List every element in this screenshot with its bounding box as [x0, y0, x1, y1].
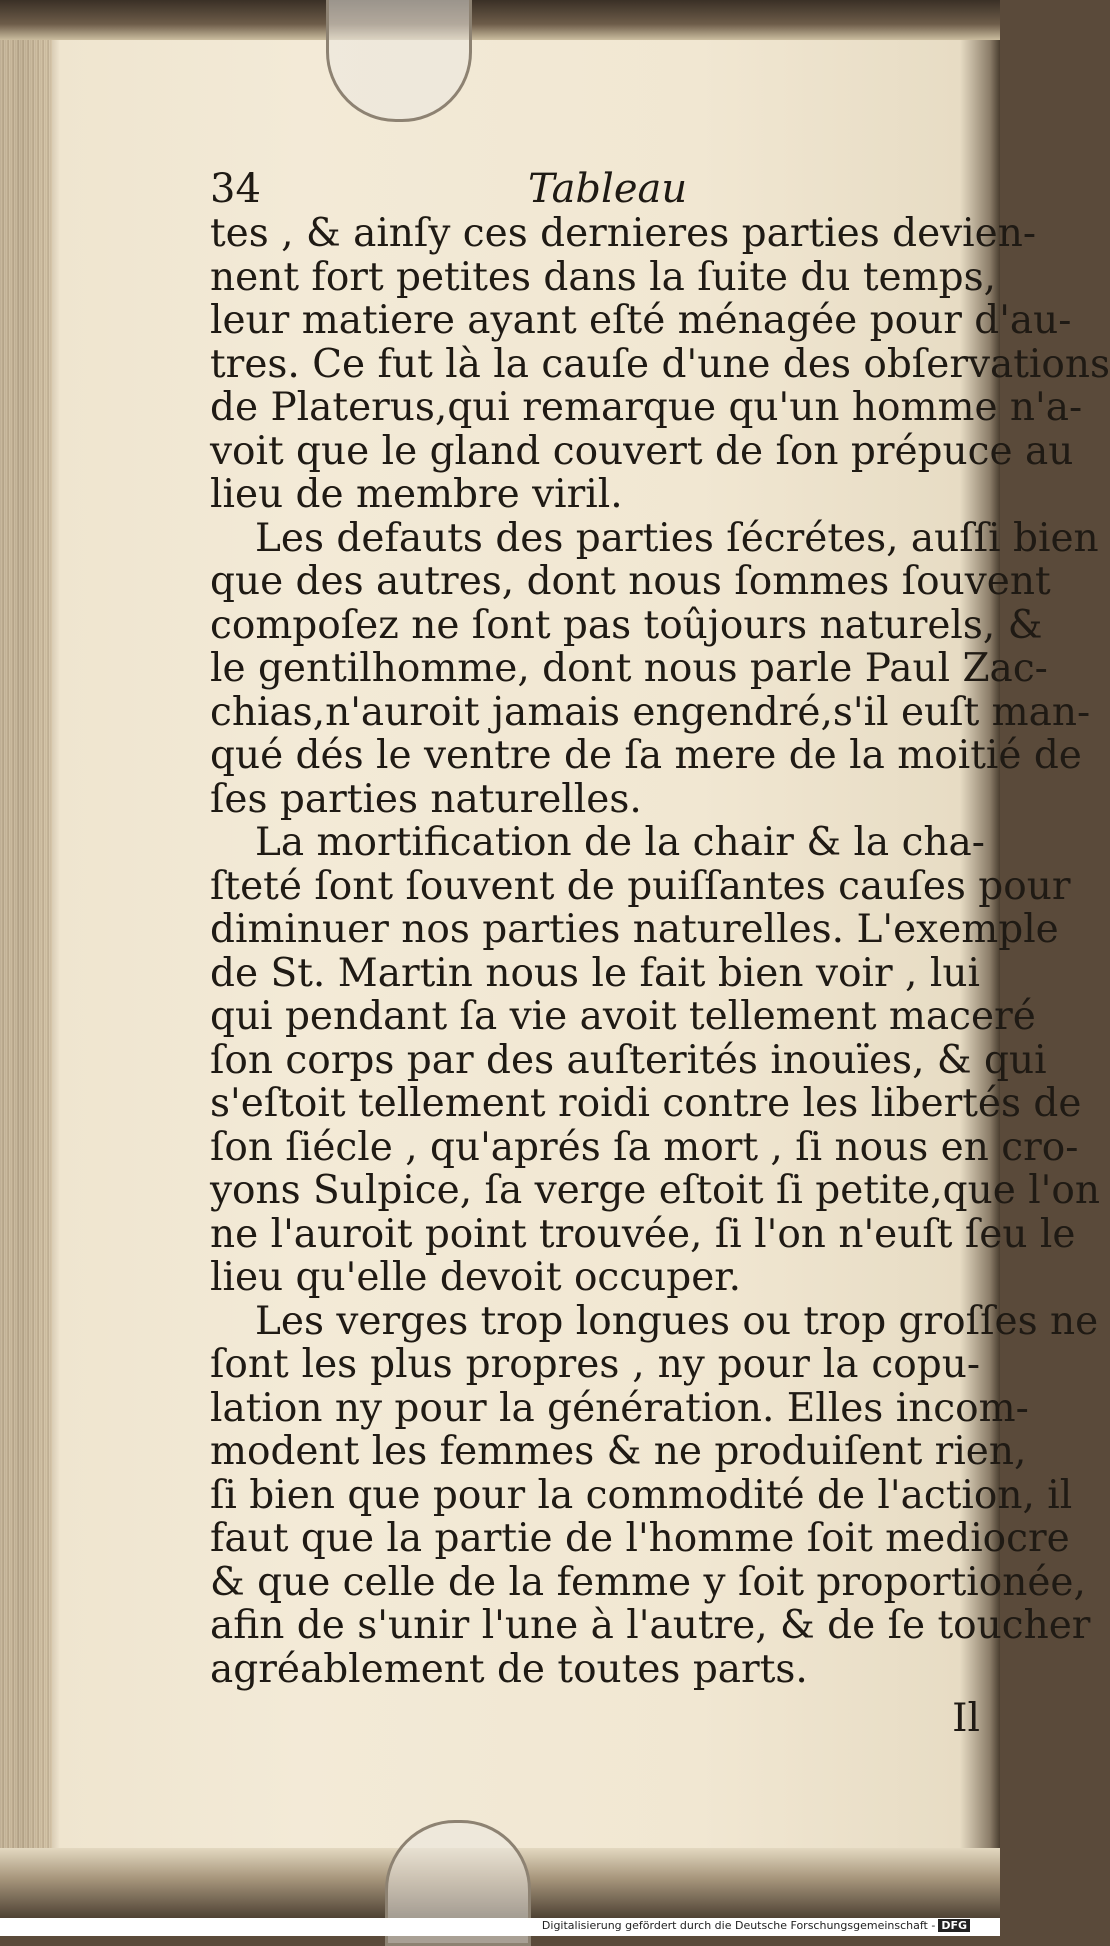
text-line: ſteté ſont ſouvent de puiſſantes cauſes pour — [210, 863, 1071, 909]
text-line: agréablement de toutes parts. — [210, 1646, 808, 1692]
text-line: lieu de membre viril. — [210, 472, 623, 517]
text-line: de St. Martin nous le fait bien voir , lui — [210, 950, 980, 996]
text-line: ne l'auroit point trouvée, ſi l'on n'euſt ſeu le — [210, 1211, 1076, 1257]
text-line: de Platerus,qui remarque qu'un homme n'a- — [210, 385, 1083, 430]
text-line: chias,n'auroit jamais engendré,s'il euſt man- — [210, 689, 1091, 735]
text-line: voit que le gland couvert de ſon prépuce au — [210, 428, 1074, 474]
text-line: leur matiere ayant eſté ménagée pour d'au- — [210, 298, 1072, 343]
text-line: modent les femmes & ne produiſent rien, — [210, 1429, 1027, 1474]
printed-page — [210, 166, 1110, 1741]
text-line: ſont les plus propres , ny pour la copu- — [210, 1342, 980, 1387]
text-line: yons Sulpice, ſa verge eſtoit ſi petite,que l'on — [210, 1168, 1100, 1213]
text-line: le gentilhomme, dont nous parle Paul Zac- — [210, 646, 1048, 691]
text-line: & que celle de la femme y ſoit proportionée, — [210, 1559, 1086, 1605]
text-line: Les verges trop longues ou trop groſſes ne — [255, 1298, 1099, 1344]
dfg-logo: DFG — [938, 1919, 970, 1932]
text-line: nent fort petites dans la ſuite du temps, — [210, 254, 996, 300]
page-header — [210, 168, 980, 212]
body-text — [210, 211, 1110, 1692]
text-line: ſon ſiécle , qu'aprés ſa mort , ſi nous en cro- — [210, 1124, 1079, 1170]
catchword: Il — [952, 1696, 980, 1741]
text-line: La mortification de la chair & la cha- — [255, 820, 985, 865]
text-line: que des autres, dont nous ſommes ſouvent — [210, 559, 1051, 604]
text-line: afin de s'unir l'une à l'autre, & de ſe toucher — [210, 1603, 1091, 1648]
text-line: faut que la partie de l'homme ſoit mediocre — [210, 1516, 1070, 1561]
text-line: ſes parties naturelles. — [210, 776, 642, 822]
page-edges — [0, 30, 52, 1860]
text-line: qui pendant ſa vie avoit tellement maceré — [210, 994, 1036, 1039]
page-number: 34 — [210, 166, 261, 212]
text-line: compoſez ne ſont pas toûjours naturels, & — [210, 602, 1043, 648]
text-line: diminuer nos parties naturelles. L'exemple — [210, 907, 1059, 952]
text-line: qué dés le ventre de ſa mere de la moitié de — [210, 733, 1082, 778]
text-line: tres. Ce fut là la cauſe d'une des obſervations — [210, 341, 1110, 387]
text-line: ſi bien que pour la commodité de l'action, il — [210, 1472, 1073, 1518]
footer-credit — [542, 1919, 970, 1932]
text-line: lation ny pour la génération. Elles incom- — [210, 1385, 1029, 1431]
text-line: ſon corps par des auſterités inouïes, & qui — [210, 1037, 1047, 1083]
book-top-edge — [0, 0, 1000, 40]
text-line: tes , & ainſy ces dernieres parties devien- — [210, 211, 1037, 256]
credit-text: Digitalisierung gefördert durch die Deutsche Forschungsgemeinschaft - — [541, 1919, 936, 1932]
text-line: s'eſtoit tellement roidi contre les libertés de — [210, 1081, 1082, 1126]
text-line: Les defauts des parties ſécrétes, auſſi bien — [255, 515, 1099, 561]
running-head: Tableau — [528, 166, 688, 212]
text-line: lieu qu'elle devoit occuper. — [210, 1255, 742, 1300]
